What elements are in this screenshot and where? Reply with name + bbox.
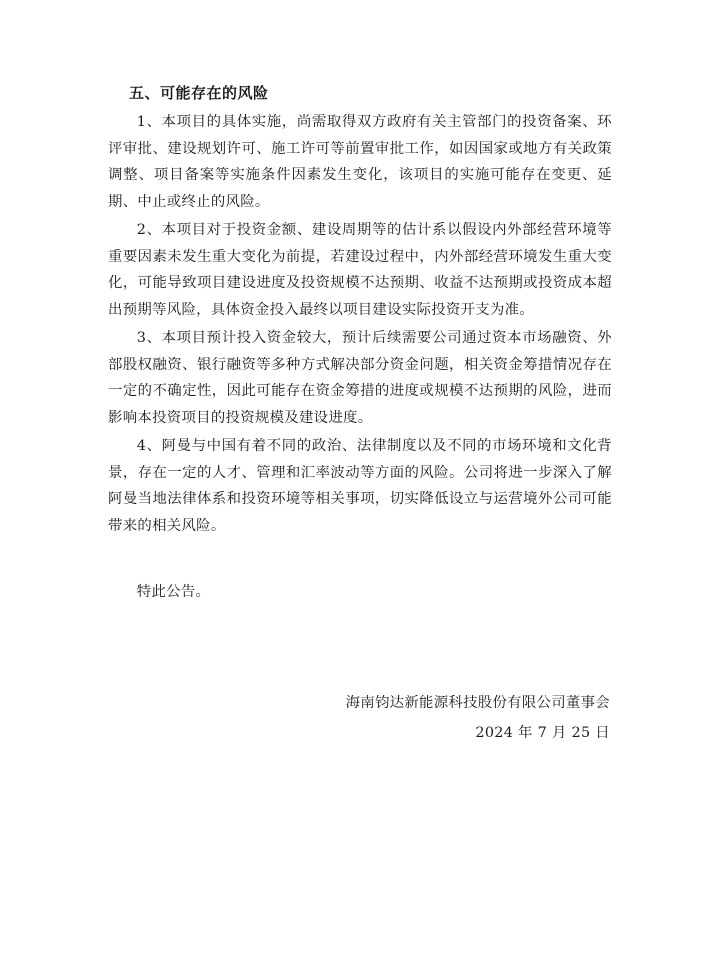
section-heading: 五、可能存在的风险 [129,84,269,102]
signature-company: 海南钧达新能源科技股份有限公司董事会 [345,695,610,711]
risk-paragraph-3: 3、本项目预计投入资金较大，预计后续需要公司通过资本市场融资、外部股权融资、银行融资等多种方式解决部分资金问题，相关资金筹措情况存在一定的不确定性，因此可能存在资金筹措的进度或规模不达预期的风险，进而影响本投资项目的投资规模及建设进度。 [108,330,612,426]
signature-date: 2024 年 7 月 25 日 [475,725,610,741]
document-body [108,80,612,605]
closing-statement: 特此公告。 [136,584,211,600]
risk-paragraph-2: 2、本项目对于投资金额、建设周期等的估计系以假设内外部经营环境等重要因素未发生重大变化为前提，若建设过程中，内外部经营环境发生重大变化，可能导致项目建设进度及投资规模不达预期、收益不达预期或投资成本超出预期等风险，具体资金投入最终以项目建设实际投资开支为准。 [108,222,612,318]
risk-paragraph-1: 1、本项目的具体实施，尚需取得双方政府有关主管部门的投资备案、环评审批、建设规划许可、施工许可等前置审批工作，如因国家或地方有关政策调整、项目备案等实施条件因素发生变化，该项目的实施可能存在变更、延期、中止或终止的风险。 [108,114,612,210]
signature-block [346,688,610,748]
risk-paragraph-4: 4、阿曼与中国有着不同的政治、法律制度以及不同的市场环境和文化背景，存在一定的人才、管理和汇率波动等方面的风险。公司将进一步深入了解阿曼当地法律体系和投资环境等相关事项，切实降低设立与运营境外公司可能带来的相关风险。 [108,438,612,534]
